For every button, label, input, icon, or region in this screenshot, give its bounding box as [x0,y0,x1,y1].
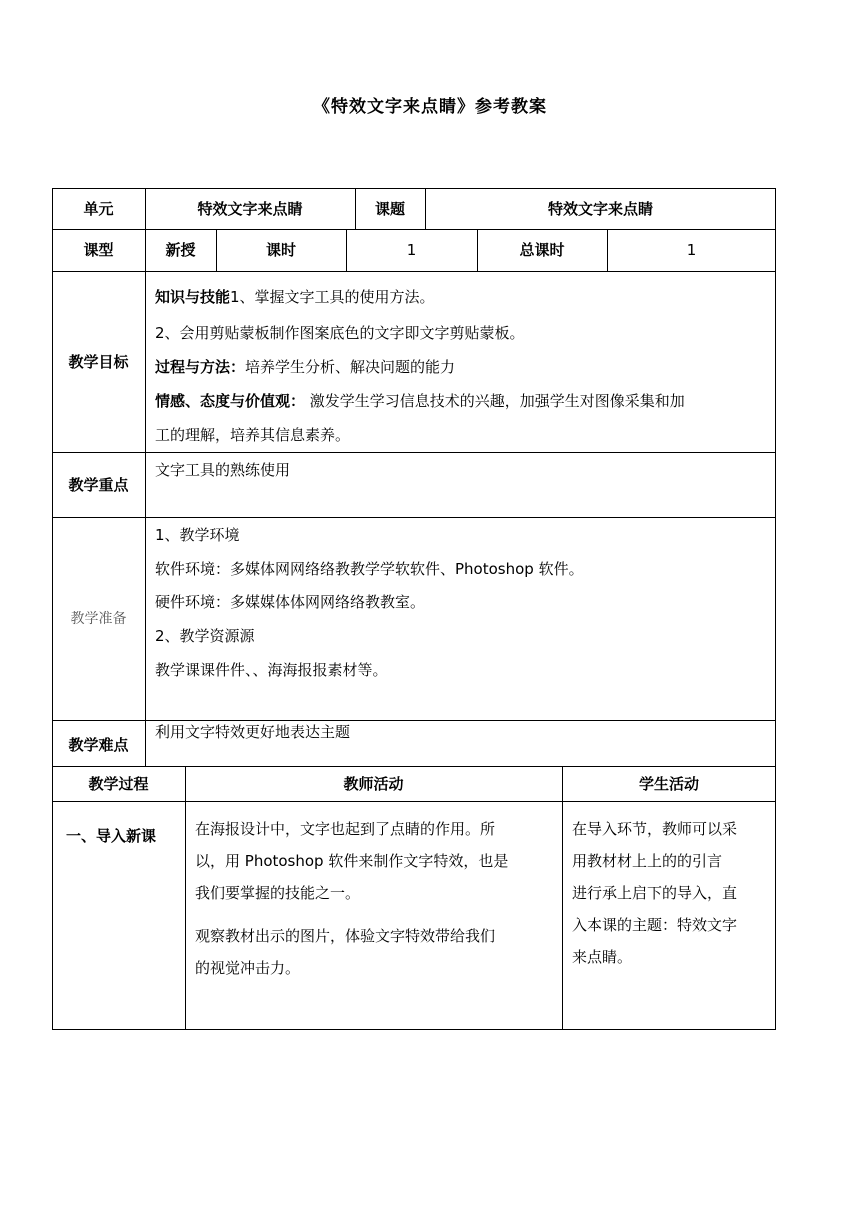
student-activity-line-3: 进行承上启下的导入，直 [572,884,738,902]
preparation-line-3: 硬件环境：多媒媒体体网网络络教教室。 [155,593,426,611]
teacher-activity-line-2: 以，用 Photoshop 软件来制作文字特效，也是 [195,852,509,870]
objectives-line-1 [155,287,435,307]
key-point-label: 教学重点 [68,475,129,494]
student-activity-line-4: 入本课的主题：特效文字 [572,916,738,934]
preparation-line-2: 软件环境：多媒体网网络络教教学学软软件、Photoshop 软件。 [155,560,584,578]
teacher-activity-line-5: 的视觉冲击力。 [195,959,301,977]
teacher-activity-line-4: 观察教材出示的图片，体验文字特效带给我们 [195,927,496,945]
objectives-line-4 [155,391,685,411]
teacher-activity-line-1: 在海报设计中，文字也起到了点睛的作用。所 [195,820,496,838]
objectives-attitude-heading: 情感、态度与价值观： [155,392,306,410]
objectives-line-5: 工的理解，培养其信息素养。 [155,426,351,444]
preparation-line-5: 教学课课件件、、海海报报素材等。 [155,661,388,679]
objectives-attitude-text: 激发学生学习信息技术的兴趣，加强学生对图像采集和加 [305,392,685,410]
intro-step-label: 一、导入新课 [66,827,157,845]
objectives-line-2: 2、会用剪贴蒙板制作图案底色的文字即文字剪贴蒙板。 [155,324,525,342]
key-point-text: 文字工具的熟练使用 [155,461,291,479]
type-label: 课型 [83,241,114,259]
total-hours-value: 1 [686,241,697,259]
student-activity-line-1: 在导入环节，教师可以采 [572,820,738,838]
page-title: 《特效文字来点睛》参考教案 [313,97,547,117]
hours-value: 1 [406,241,417,259]
process-header: 教学过程 [88,774,149,793]
topic-label: 课题 [374,199,405,218]
student-activity-header: 学生活动 [638,774,699,793]
teacher-activity-header: 教师活动 [343,774,404,793]
objectives-line-3 [155,357,455,377]
total-hours-label: 总课时 [519,241,565,259]
difficulty-label: 教学难点 [68,736,129,754]
preparation-line-1: 1、教学环境 [155,526,240,544]
unit-label: 单元 [83,199,114,218]
student-activity-line-2: 用教材材上上的的引言 [572,852,723,870]
unit-value: 特效文字来点睛 [197,199,303,218]
preparation-label: 教学准备 [70,610,127,627]
student-activity-line-5: 来点睛。 [572,948,633,966]
objectives-knowledge-text: 1、掌握文字工具的使用方法。 [230,288,435,306]
difficulty-text: 利用文字特效更好地表达主题 [155,723,351,741]
topic-value: 特效文字来点睛 [547,199,653,218]
preparation-line-4: 2、教学资源源 [155,627,255,645]
objectives-knowledge-heading: 知识与技能 [155,288,231,306]
teacher-activity-line-3: 我们要掌握的技能之一。 [195,884,361,902]
type-value: 新授 [165,241,196,259]
objectives-label: 教学目标 [68,352,129,371]
hours-label: 课时 [265,241,296,259]
objectives-process-text: 培养学生分析、解决问题的能力 [245,358,456,376]
objectives-process-heading: 过程与方法： [155,358,246,376]
